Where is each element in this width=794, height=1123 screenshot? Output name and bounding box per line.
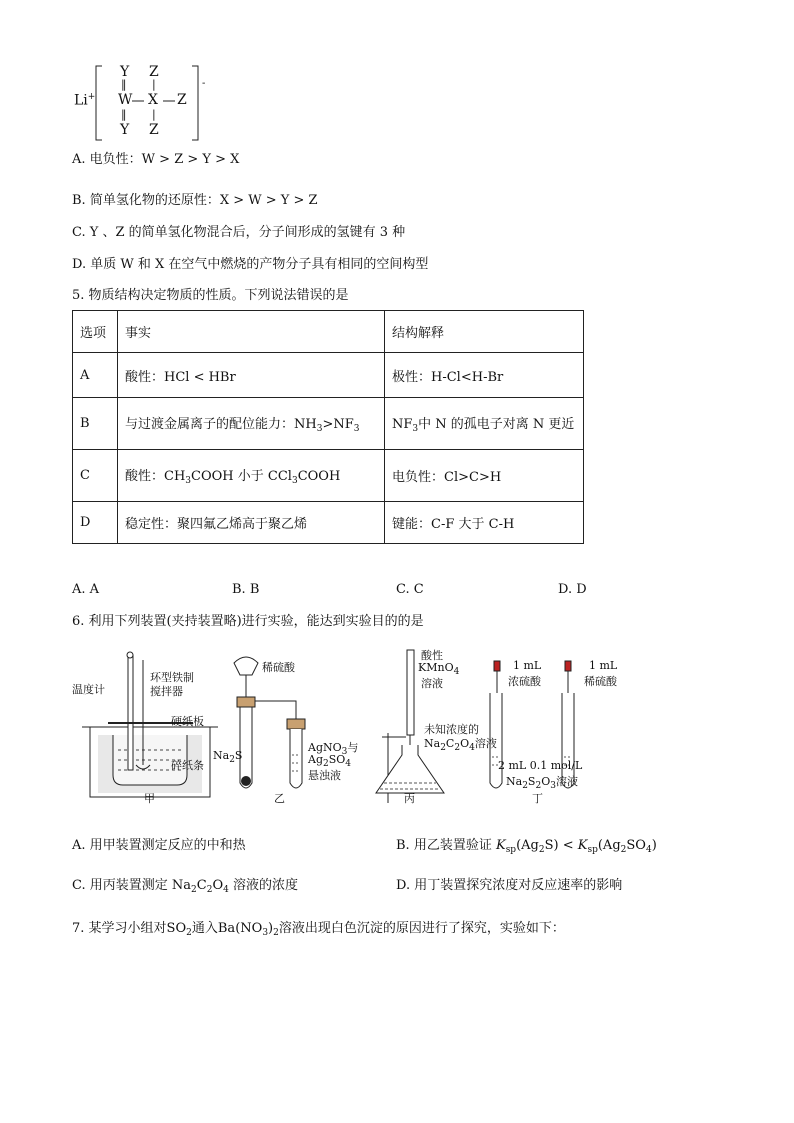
header-fact: 事实: [118, 311, 385, 353]
yi-tube-label-1: AgNO$_3$与: [308, 741, 359, 757]
yi-caption: 乙: [274, 792, 285, 805]
q4-option-a[interactable]: A. 电负性：W > Z > Y > X: [72, 152, 240, 167]
jia-board-label: 硬纸板: [171, 715, 204, 728]
row-explain: $NF_3$中 N 的孤电子对离 N 更近: [385, 398, 584, 450]
apparatus-figure: [68, 645, 668, 805]
q5-choice-a[interactable]: A. A: [72, 582, 100, 597]
yi-apparatus: [234, 657, 305, 788]
atom-y-top: Y: [120, 64, 130, 80]
ding-left-label-1: 1 mL: [513, 659, 542, 672]
atom-w: W: [118, 92, 133, 108]
bing-reagent-label-1: 酸性: [421, 649, 443, 662]
row-explain: 极性：H-Cl<H-Br: [385, 353, 584, 398]
row-fact: 稳定性：聚四氟乙烯高于聚乙烯: [118, 502, 385, 544]
row-key: A: [73, 353, 118, 398]
q6-option-b[interactable]: B. 用乙装置验证 $K_{sp}(Ag_2S) < K_{sp}(Ag_2SO_4)$: [396, 838, 657, 855]
atom-x: X: [148, 92, 158, 108]
row-explain: 电负性：Cl>C>H: [385, 450, 584, 502]
q5-choice-d[interactable]: D. D: [558, 582, 587, 597]
q6-stem: 6. 利用下列装置(夹持装置略)进行实验，能达到实验目的的是: [72, 614, 424, 629]
bing-reagent-label-3: 溶液: [421, 677, 443, 690]
q5-table: [72, 310, 584, 544]
bond-double-bottom: ‖: [121, 108, 127, 121]
table-row-b: [73, 398, 584, 450]
bond-single-top: |: [152, 78, 156, 91]
structure-diagram: [70, 60, 230, 144]
q6-option-a[interactable]: A. 用甲装置测定反应的中和热: [72, 838, 246, 853]
atom-z-bottom: Z: [149, 122, 159, 138]
ding-bottom-label-2: $Na_2S_2O_3$溶液: [506, 775, 578, 791]
row-key: D: [73, 502, 118, 544]
q7-stem: 7. 某学习小组对$SO_2$通入$Ba(NO_3)_2$溶液出现白色沉淀的原因进行了探究，实验如下：: [72, 921, 565, 938]
jia-paper-label: 碎纸条: [171, 759, 204, 772]
q4-option-c[interactable]: C. Y 、Z 的简单氢化物混合后，分子间形成的氢键有 3 种: [72, 225, 406, 240]
yi-acid-label: 稀硫酸: [262, 661, 295, 674]
row-fact: 酸性：$CH_3COOH$ 小于 CCl$_3$COOH: [118, 450, 385, 502]
ding-right-label-2: 稀硫酸: [584, 675, 617, 688]
q4-option-b[interactable]: B. 简单氢化物的还原性：X > W > Y > Z: [72, 193, 318, 208]
bing-unknown-label-1: 未知浓度的: [424, 723, 479, 736]
atom-y-bottom: Y: [120, 122, 130, 138]
q6-option-c[interactable]: C. 用丙装置测定 $Na_2C_2O_4$ 溶液的浓度: [72, 878, 298, 895]
q5-stem: 5. 物质结构决定物质的性质。下列说法错误的是: [72, 288, 349, 303]
header-explain: 结构解释: [385, 311, 584, 353]
table-row-c: [73, 450, 584, 502]
ding-caption: 丁: [532, 792, 543, 805]
q6-option-d[interactable]: D. 用丁装置探究浓度对反应速率的影响: [396, 878, 623, 893]
jia-thermo-label: 温度计: [72, 683, 105, 696]
bing-unknown-label-2: $Na_2C_2O_4$溶液: [424, 737, 497, 753]
yi-na2s-label: $Na_2S$: [213, 749, 243, 765]
ding-bottom-label-1: 2 mL 0.1 mol/L: [498, 759, 583, 772]
yi-tube-label-2: $Ag_2SO_4$: [308, 753, 352, 769]
table-header-row: [73, 311, 584, 353]
jia-stirrer-label-1: 环型铁制: [150, 671, 194, 684]
cation: Li+: [74, 92, 96, 109]
q4-option-d[interactable]: D. 单质 W 和 X 在空气中燃烧的产物分子具有相同的空间构型: [72, 257, 429, 272]
bing-caption: 丙: [404, 792, 415, 805]
ding-right-label-1: 1 mL: [589, 659, 618, 672]
row-key: B: [73, 398, 118, 450]
row-explain: 键能：C-F 大于 C-H: [385, 502, 584, 544]
bond-double-top: ‖: [121, 78, 127, 91]
ding-left-label-2: 浓硫酸: [508, 675, 541, 688]
atom-z-top: Z: [149, 64, 159, 80]
row-key: C: [73, 450, 118, 502]
jia-stirrer-label-2: 搅拌器: [150, 685, 183, 698]
row-fact: 酸性：HCl < HBr: [118, 353, 385, 398]
atom-z-right: Z: [177, 92, 187, 108]
table-row-d: [73, 502, 584, 544]
bond-single-bottom: |: [152, 108, 156, 121]
anion-charge: -: [202, 78, 206, 89]
q5-choice-b[interactable]: B. B: [232, 582, 260, 597]
yi-tube-label-3: 悬浊液: [308, 769, 341, 782]
q5-choice-c[interactable]: C. C: [396, 582, 424, 597]
table-row-a: [73, 353, 584, 398]
bing-reagent-label-2: KMnO$_4$: [418, 661, 460, 677]
header-option: 选项: [73, 311, 118, 353]
jia-caption: 甲: [144, 792, 155, 805]
row-fact: 与过渡金属离子的配位能力：$NH_3>NF_3$: [118, 398, 385, 450]
